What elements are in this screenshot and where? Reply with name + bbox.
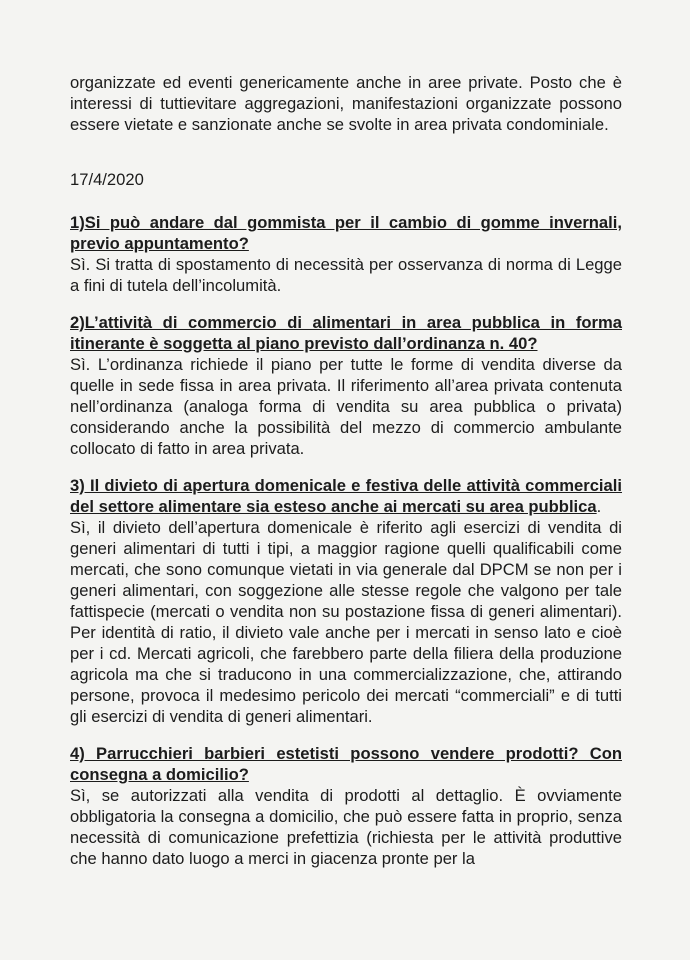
intro-paragraph: organizzate ed eventi genericamente anche in aree private. Posto che è interessi di tuttievitare aggregazioni, manifestazioni organizzate possono essere vietate e sanzionate anche se svolte in area privata condominiale. — [70, 73, 622, 134]
qa-item-2 — [70, 312, 622, 459]
answer-2: Sì. L’ordinanza richiede il piano per tutte le forme di vendita diverse da quelle in sede fissa in area privata. Il riferimento all’area privata contenuta nell’ordinanza (analoga forma di vendita su area pubblica o privata) considerando anche la possibilità del mezzo di commercio ambulante collocato di fatto in area privata. — [70, 355, 622, 458]
question-3-suffix: . — [596, 497, 602, 516]
answer-1: Sì. Si tratta di spostamento di necessità per osservanza di norma di Legge a fini di tutela dell’incolumità. — [70, 255, 622, 295]
date-heading: 17/4/2020 — [70, 170, 144, 189]
question-1: 1)Si può andare dal gommista per il cambio di gomme invernali, previo appuntamento? — [70, 213, 622, 253]
question-4: 4) Parrucchieri barbieri estetisti possono vendere prodotti? Con consegna a domicilio? — [70, 744, 622, 784]
answer-3: Sì, il divieto dell’apertura domenicale è riferito agli esercizi di vendita di generi alimentari di tutti i tipi, a maggior ragione quelli qualificabili come mercati, che sono comunque vietati in via generale dal DPCM se non per i generi alimentari, con soggezione alle stesse regole che valgono per tale fattispecie (mercati o vendita non su postazione fissa di generi alimentari). Per identità di ratio, il divieto vale anche per i mercati in senso lato e cioè per i cd. Mercati agricoli, che farebbero parte della filiera della produzione agricola ma che si traducono in una commercializzazione, che, attirando persone, provoca il medesimo pericolo dei mercati “commerciali” e di tutti gli esercizi di vendita di generi alimentari. — [70, 518, 622, 726]
qa-item-3 — [70, 475, 622, 727]
question-3: 3) Il divieto di apertura domenicale e festiva delle attività commerciali del settore alimentare sia esteso anche ai mercati su area pubblica — [70, 476, 622, 516]
qa-item-1 — [70, 212, 622, 296]
question-3-wrapper — [70, 475, 622, 517]
answer-4: Sì, se autorizzati alla vendita di prodotti al dettaglio. È ovviamente obbligatoria la consegna a domicilio, che può essere fatta in proprio, senza necessità di comunicazione prefettizia (richiesta per le attività produttive che hanno dato luogo a merci in giacenza pronte per la — [70, 786, 622, 868]
qa-item-4 — [70, 743, 622, 869]
question-2: 2)L’attività di commercio di alimentari in area pubblica in forma itinerante è soggetta al piano previsto dall’ordinanza n. 40? — [70, 313, 622, 353]
